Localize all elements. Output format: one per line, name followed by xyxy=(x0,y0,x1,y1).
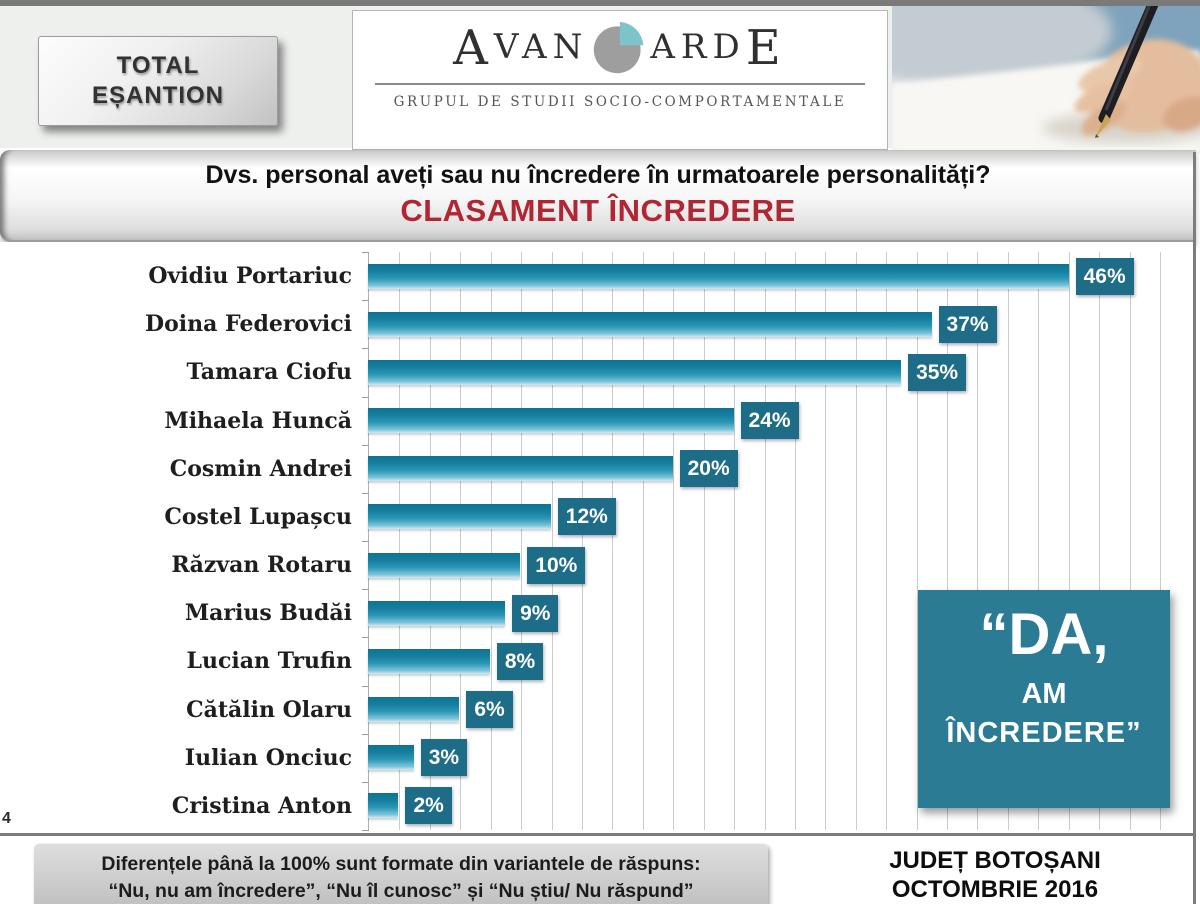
bar xyxy=(368,360,901,385)
bar-track xyxy=(368,252,1160,300)
bar-label: Doina Federovici xyxy=(145,311,352,338)
value-badge: 20% xyxy=(680,450,738,487)
bar xyxy=(368,601,505,626)
logo-divider xyxy=(375,83,865,85)
bar xyxy=(368,649,490,674)
bar-label: Tamara Ciofu xyxy=(186,359,352,386)
bar-label: Iulian Onciuc xyxy=(184,744,352,771)
value-badge: 10% xyxy=(527,547,585,584)
value-badge: 46% xyxy=(1076,258,1134,295)
bar-label: Cristina Anton xyxy=(171,792,352,819)
value-badge: 8% xyxy=(497,643,543,680)
bar-track xyxy=(368,397,1160,445)
date-label: OCTOMBRIE 2016 xyxy=(891,876,1099,903)
header xyxy=(0,6,1200,148)
bar-label: Cătălin Olaru xyxy=(186,696,352,723)
bar-label: Lucian Trufin xyxy=(186,648,352,675)
title-band xyxy=(0,150,1196,242)
chart-row xyxy=(0,252,1160,300)
logo-subtitle: GRUPUL DE STUDII SOCIO-COMPORTAMENTALE xyxy=(393,94,847,110)
bar-label: Costel Lupașcu xyxy=(164,503,352,530)
value-badge: 2% xyxy=(405,787,451,824)
logo-letters: VAN xyxy=(493,27,589,67)
value-badge: 37% xyxy=(939,306,997,343)
chart-title: CLASAMENT ÎNCREDERE xyxy=(400,193,796,228)
bar xyxy=(368,504,551,529)
chart-row xyxy=(0,493,1160,541)
bar xyxy=(368,553,520,578)
region-label: JUDEȚ BOTOȘANI xyxy=(889,847,1101,874)
hand-writing-photo xyxy=(892,6,1200,154)
logo-letter: A xyxy=(453,20,494,76)
bar xyxy=(368,456,673,481)
bar-label: Ovidiu Portariuc xyxy=(148,263,352,290)
bar-track xyxy=(368,300,1160,348)
logo-wordmark xyxy=(453,21,787,75)
bar-track xyxy=(368,348,1160,396)
footnote-line: “Nu, nu am încredere”, “Nu îl cunosc” și “Nu știu/ Nu răspund” xyxy=(108,880,694,902)
bar xyxy=(368,264,1069,289)
chart-row xyxy=(0,300,1160,348)
pie-chart-icon xyxy=(592,21,646,75)
bar-track xyxy=(368,445,1160,493)
callout-line: ÎNCREDERE” xyxy=(946,717,1142,749)
region-date-block xyxy=(800,846,1190,904)
survey-question: Dvs. personal aveți sau nu încredere în urmatoarele personalități? xyxy=(205,161,991,189)
value-badge: 35% xyxy=(908,354,966,391)
chart-row xyxy=(0,348,1160,396)
bar-label: Mihaela Huncă xyxy=(164,407,352,434)
footnote-box xyxy=(34,844,768,904)
callout-line: “DA, xyxy=(979,602,1109,667)
chart-row xyxy=(0,445,1160,493)
bar-track xyxy=(368,493,1160,541)
bar-label: Marius Budăi xyxy=(184,600,352,627)
bottom-divider xyxy=(0,833,1196,836)
value-badge: 12% xyxy=(558,498,616,535)
axis-tick xyxy=(362,830,369,831)
chart-row xyxy=(0,541,1160,589)
footnote-line: Diferențele până la 100% sunt formate din variantele de răspuns: xyxy=(101,853,701,875)
value-badge: 24% xyxy=(741,402,799,439)
avangarde-logo xyxy=(352,10,888,150)
right-border xyxy=(1193,152,1196,904)
value-badge: 9% xyxy=(512,595,558,632)
logo-letter: E xyxy=(745,20,787,76)
bar-label: Răzvan Rotaru xyxy=(171,552,352,579)
da-incredere-callout xyxy=(918,590,1170,808)
bar xyxy=(368,408,734,433)
bar xyxy=(368,793,398,818)
bar xyxy=(368,745,414,770)
page-number: 4 xyxy=(2,810,11,827)
total-esantion-button: TOTAL EȘANTION xyxy=(38,36,278,126)
bar-label: Cosmin Andrei xyxy=(169,455,352,482)
value-badge: 3% xyxy=(421,739,467,776)
value-badge: 6% xyxy=(466,691,512,728)
logo-letters: ARD xyxy=(650,27,746,67)
callout-line: AM xyxy=(1021,678,1067,710)
chart-row xyxy=(0,397,1160,445)
bar-track xyxy=(368,541,1160,589)
bar xyxy=(368,697,459,722)
bar xyxy=(368,312,932,337)
